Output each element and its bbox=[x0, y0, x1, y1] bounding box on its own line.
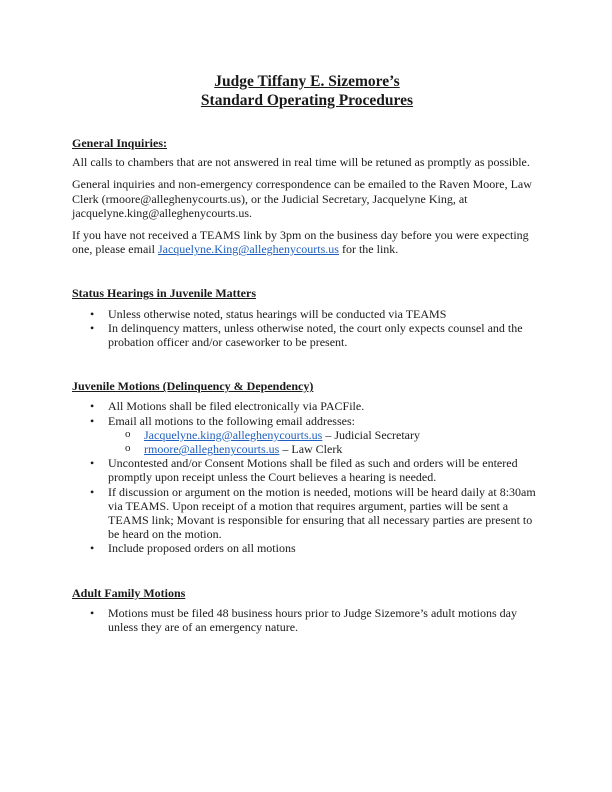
list-item bbox=[72, 414, 542, 457]
general-inquiries-heading: General Inquiries: bbox=[72, 136, 167, 150]
list-item: • If discussion or argument on the motion is needed, motions will be heard daily at 8:30am via TEAMS. Upon receipt of a motion that requires argument, parties will be sent a TEAMS link; Movant is responsible for ensuring that all necessary parties are present to be heard on the motion. bbox=[72, 485, 542, 542]
secretary-role: – Judicial Secretary bbox=[322, 427, 420, 442]
secretary-email-link[interactable]: Jacquelyne.king@alleghenycourts.us bbox=[144, 427, 323, 442]
clerk-role: – Law Clerk bbox=[279, 442, 343, 457]
list-item: • Uncontested and/or Consent Motions shall be filed as such and orders will be entered promptly upon receipt unless the Court believes a hearing is needed. bbox=[72, 456, 542, 484]
general-paragraph-2: General inquiries and non-emergency correspondence can be emailed to the Raven Moore, Law Clerk (rmoore@alleghenycourts.us), or the Judicial Secretary, Jacquelyne King, at jacquelyne.king@alleghenycourts.us. bbox=[72, 177, 532, 220]
document-page bbox=[72, 72, 542, 634]
juvenile-motions-heading: Juvenile Motions (Delinquency & Dependency) bbox=[72, 379, 314, 394]
juvenile-motions-list bbox=[72, 399, 542, 555]
general-paragraph-3 bbox=[72, 228, 542, 256]
document-title-line2: Standard Operating Procedures bbox=[200, 92, 414, 109]
general-paragraph-3-tail: for the link. bbox=[338, 242, 399, 257]
sublist-item-secretary bbox=[108, 428, 542, 442]
general-paragraph-1: All calls to chambers that are not answered in real time will be retuned as promptly as possible. bbox=[72, 155, 530, 170]
email-sublist bbox=[108, 428, 542, 456]
list-item: • In delinquency matters, unless otherwise noted, the court only expects counsel and the probation officer and/or caseworker to be present. bbox=[72, 321, 542, 349]
status-hearings-heading: Status Hearings in Juvenile Matters bbox=[72, 286, 256, 301]
list-item: • All Motions shall be filed electronically via PACFile. bbox=[72, 399, 542, 413]
document-title-line1: Judge Tiffany E. Sizemore’s bbox=[214, 73, 400, 90]
general-paragraph-3-text: If you have not received a TEAMS link by 3pm on the business day before you were expecting one, please email bbox=[72, 228, 529, 257]
list-item-text: Email all motions to the following email addresses: bbox=[108, 413, 355, 428]
sublist-item-clerk bbox=[108, 442, 542, 456]
clerk-email-link[interactable]: rmoore@alleghenycourts.us bbox=[144, 442, 280, 457]
status-hearings-list bbox=[72, 307, 542, 350]
adult-family-motions-list bbox=[72, 606, 542, 634]
list-item: • Include proposed orders on all motions bbox=[72, 541, 542, 555]
teams-email-link[interactable]: Jacquelyne.King@alleghenycourts.us bbox=[157, 242, 339, 257]
list-item: • Motions must be filed 48 business hours prior to Judge Sizemore’s adult motions day unless they are of an emergency nature. bbox=[72, 606, 542, 634]
list-item: • Unless otherwise noted, status hearings will be conducted via TEAMS bbox=[72, 307, 542, 321]
adult-family-motions-heading: Adult Family Motions bbox=[72, 585, 186, 600]
